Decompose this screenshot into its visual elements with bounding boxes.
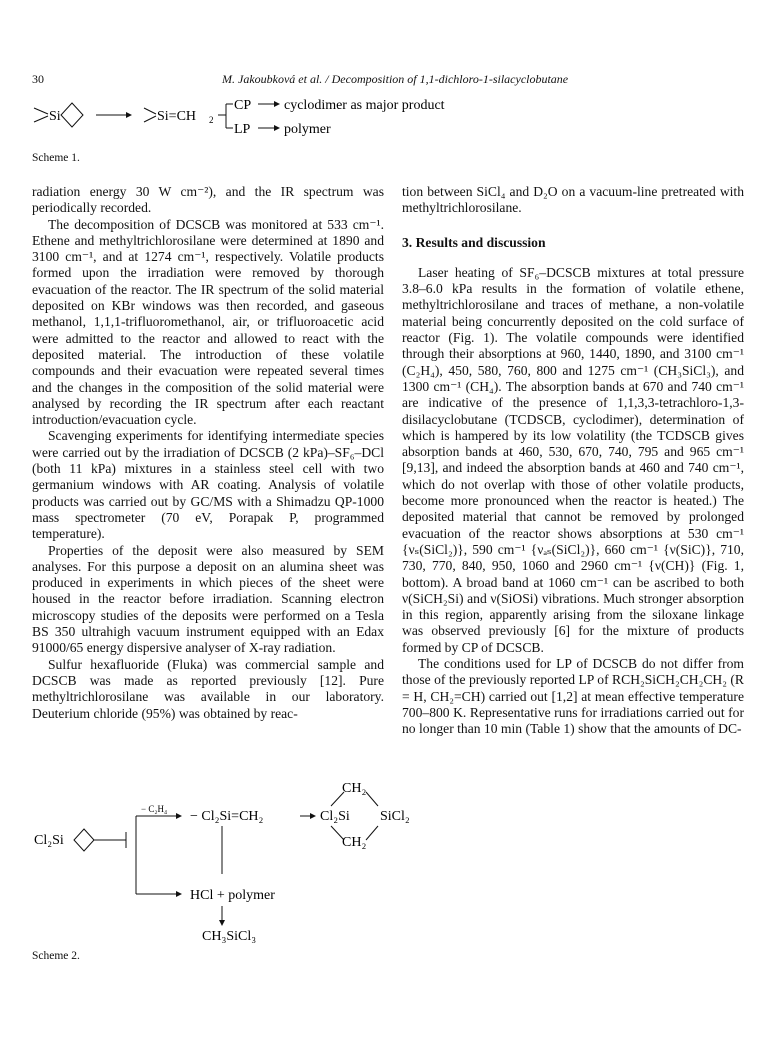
right-intro: tion between SiCl₄ and D₂O on a vacuum-line pretreated with methyltrichlorosilane. [402, 184, 744, 216]
scheme2-dimer-top: CH₂ [342, 782, 367, 796]
scheme1-lp-product: polymer [284, 122, 331, 137]
left-paragraph-4: Properties of the deposit were also measured by SEM analyses. For this purpose a deposit on an alumina sheet was produced in experiments in which pieces of the sheet were housed in the reactor before irradiation. Scanning electron microscopy studies of the deposits were performed on a Tesla BS 350 ultrahigh vacuum instrument equipped with an Edax 91000/65 energy dispersive analyser of X-ray radiation. [32, 542, 384, 656]
scheme2-arrow-label: − C₂H₄ [141, 804, 168, 814]
scheme1-reactant: Si [49, 109, 61, 124]
scheme2-hcl-polymer: HCl + polymer [190, 888, 275, 903]
right-paragraph-1: Laser heating of SF₆–DCSCB mixtures at total pressure 3.8–6.0 kPa results in the formation of volatile ethene, methyltrichlorosilane and traces of methane, a non-volatile material being concurrently deposited on the cold surface of reactor (Fig. 1). The volatile compounds were identified through their absorptions at 960, 1440, 1890, and 3100 cm⁻¹ (C₂H₄), 450, 580, 760, 800 and 1275 cm⁻¹ (CH₃SiCl₃), and 1300 cm⁻¹ (CH₄). The absorption bands at 670 and 740 cm⁻¹ are indicative of the presence of 1,1,3,3-tetrachloro-1,3-disilacyclobutane (TCDSCB, cyclodimer), determination of which is hampered by its low volatility (the TCDSCB gives absorption bands at 460, 530, 670, 740, 795 and 965 cm⁻¹ [9,13], and indeed the absorption bands at 460 and 740 cm⁻¹, which do not overlap with those of other volatile products, become more pronounced when the reactor is heated.) The deposited material that cannot be removed by prolonged evacuation of the reactor shows absorptions at 530 cm⁻¹ {νₛ(SiCl₂)}, 590 cm⁻¹ {νₐₛ(SiCl₂)}, 660 cm⁻¹ {ν(SiC)}, 710, 730, 770, 840, 950, 1060 and 2960 cm⁻¹ {ν(CH)} (Fig. 1, bottom). A broad band at 1060 cm⁻¹ can be ascribed to both ν(SiCH₂Si) and ν(SiOSi) vibrations. Much stronger absorption in this region, apparently arising from the siloxane linkage was observed previously [6] for the mixture of products formed by CP of DCSCB. [402, 264, 744, 655]
left-paragraph-2: The decomposition of DCSCB was monitored at 533 cm⁻¹. Ethene and methyltrichlorosilane were determined at 1890 and 3100 cm⁻¹, and at 1274 cm⁻¹, respectively. Volatile products formed upon the irradiation were removed by thorough evacuation of the reactor. The IR spectrum of the solid material deposited on KBr windows was then recorded, and gaseous methanol, 1,1,1-trifluoromethanol, air, or trifluoroacetic acid were admitted to the reactor and allowed to react with the deposited material. The introduction of these volatile compounds and their evacuation were repeated several times and the changes in the composition of the solid material were analysed by recording the IR spectrum after each reactant introduction/evacuation cycle. [32, 216, 384, 428]
scheme2-final: CH₃SiCl₃ [202, 929, 257, 944]
left-paragraph-5: Sulfur hexafluoride (Fluka) was commercial sample and DCSCB was made as reported previously [12]. Pure methyltrichlorosilane was available in our laboratory. Deuterium chloride (95%) was obtained by reac- [32, 656, 384, 721]
scheme2-dimer-right: SiCl₂ [380, 809, 410, 824]
right-column [402, 184, 744, 738]
scheme2-dimer-left: Cl₂Si [320, 809, 350, 824]
left-column [32, 184, 384, 722]
left-paragraph-1: radiation energy 30 W cm⁻²), and the IR spectrum was periodically recorded. [32, 184, 384, 216]
right-paragraph-2: The conditions used for LP of DCSCB do not differ from those of the previously reported LP of RCH₂SiCH₂CH₂CH₂ (R = H, CH₂=CH) carried out [1,2] at mean effective temperature 700–800 K. Representative runs for irradiations carried out for no longer than 10 min (Table 1) show that the amounts of DC- [402, 656, 744, 737]
scheme1-cp-label: CP [234, 98, 252, 113]
scheme-2-caption: Scheme 2. [32, 950, 80, 962]
scheme2-reactant: Cl₂Si [34, 833, 64, 848]
left-paragraph-3: Scavenging experiments for identifying intermediate species were carried out by the irradiation of DCSCB (2 kPa)–SF₆–DCl (both 11 kPa) mixtures in a stainless steel cell with two germanium windows with AR coating. Analysis of volatile products was carried out by GC/MS with a Shimadzu QP-1000 mass spectrometer (70 eV, Porapak P, programmed temperature). [32, 428, 384, 542]
scheme-1 [30, 92, 510, 152]
scheme-2 [30, 782, 450, 944]
section-title: 3. Results and discussion [402, 234, 546, 250]
scheme-1-caption: Scheme 1. [32, 152, 80, 164]
scheme2-silene: − Cl₂Si=CH₂ [190, 809, 264, 824]
scheme1-lp-label: LP [234, 122, 251, 137]
scheme1-intermediate: Si=CH [157, 109, 197, 124]
scheme2-dimer-bottom: CH₂ [342, 835, 367, 850]
scheme1-cp-product: cyclodimer as major product [284, 98, 445, 113]
scheme1-intermediate-sub: 2 [209, 115, 214, 125]
running-title: M. Jakoubková et al. / Decomposition of 1,1-dichloro-1-silacyclobutane [222, 72, 569, 86]
page-number: 30 [32, 72, 44, 86]
